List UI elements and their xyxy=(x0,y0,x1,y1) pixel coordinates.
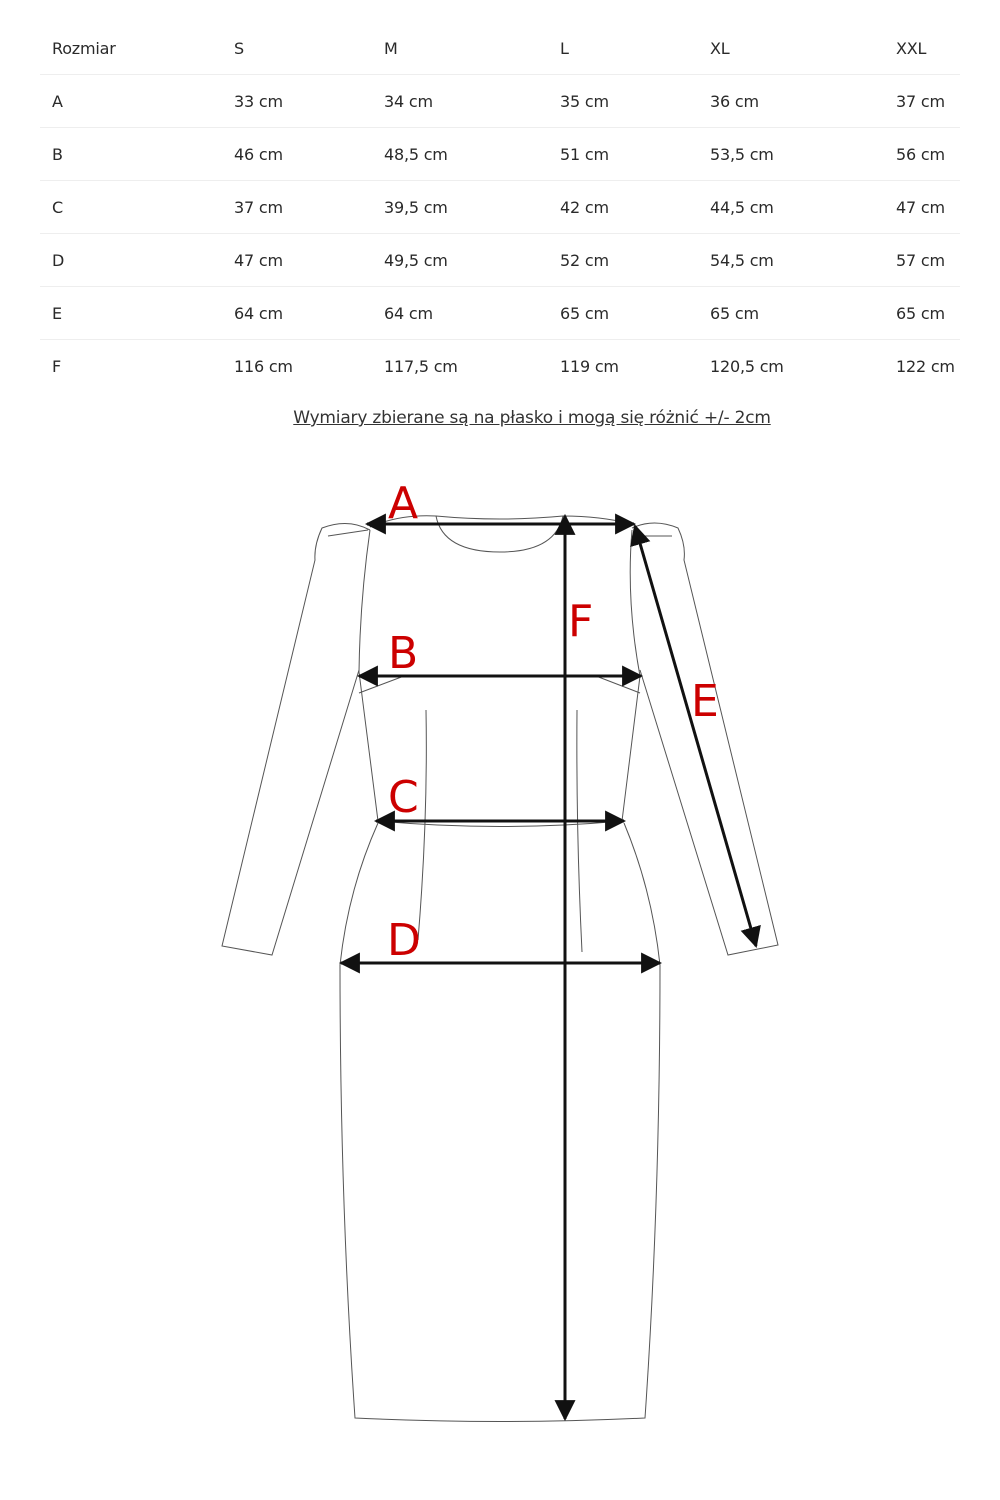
table-row xyxy=(40,75,960,128)
table-cell: 39,5 cm xyxy=(384,181,560,234)
row-label: E xyxy=(40,287,234,340)
table-cell: 47 cm xyxy=(896,181,960,234)
table-cell: 65 cm xyxy=(560,287,710,340)
header-cell: L xyxy=(560,22,710,75)
table-cell: 48,5 cm xyxy=(384,128,560,181)
table-cell: 49,5 cm xyxy=(384,234,560,287)
table-row xyxy=(40,234,960,287)
label-a: A xyxy=(388,478,419,529)
table-cell: 65 cm xyxy=(710,287,896,340)
table-row xyxy=(40,340,960,393)
table-cell: 47 cm xyxy=(234,234,384,287)
label-b: B xyxy=(388,628,419,679)
table-cell: 53,5 cm xyxy=(710,128,896,181)
table-cell: 33 cm xyxy=(234,75,384,128)
table-cell: 44,5 cm xyxy=(710,181,896,234)
dress-measurement-diagram xyxy=(0,440,1000,1500)
table-cell: 64 cm xyxy=(234,287,384,340)
label-d: D xyxy=(387,915,421,966)
table-row xyxy=(40,287,960,340)
table-cell: 46 cm xyxy=(234,128,384,181)
measurement-note: Wymiary zbierane są na płasko i mogą się różnić +/- 2cm xyxy=(293,408,771,428)
table-cell: 54,5 cm xyxy=(710,234,896,287)
header-cell: XXL xyxy=(896,22,960,75)
table-cell: 36 cm xyxy=(710,75,896,128)
table-row xyxy=(40,128,960,181)
dress-outline xyxy=(222,516,778,1422)
arrow-e xyxy=(635,526,756,946)
table-cell: 65 cm xyxy=(896,287,960,340)
table-cell: 37 cm xyxy=(234,181,384,234)
table-cell: 117,5 cm xyxy=(384,356,458,376)
row-label: D xyxy=(40,234,234,287)
row-label: B xyxy=(40,128,234,181)
table-cell: 37 cm xyxy=(896,75,960,128)
header-cell: M xyxy=(384,22,560,75)
table-cell: 122 cm xyxy=(896,356,955,376)
table-cell: 42 cm xyxy=(560,181,710,234)
header-cell: S xyxy=(234,22,384,75)
table-header-row xyxy=(40,22,960,75)
header-cell: Rozmiar xyxy=(40,22,234,75)
header-cell: XL xyxy=(710,22,896,75)
table-cell: 64 cm xyxy=(384,287,560,340)
table-cell: 52 cm xyxy=(560,234,710,287)
table-cell: 34 cm xyxy=(384,75,560,128)
row-label: C xyxy=(40,181,234,234)
table-cell: 56 cm xyxy=(896,128,960,181)
table-cell: 116 cm xyxy=(234,356,293,376)
label-f: F xyxy=(568,596,594,647)
table-cell: 57 cm xyxy=(896,234,960,287)
table-cell: 51 cm xyxy=(560,128,710,181)
table-cell: 35 cm xyxy=(560,75,710,128)
label-e: E xyxy=(691,676,719,727)
table-row xyxy=(40,181,960,234)
size-table xyxy=(40,22,960,392)
measurement-labels xyxy=(387,478,719,966)
row-label: A xyxy=(40,75,234,128)
label-c: C xyxy=(388,772,419,823)
table-cell: 120,5 cm xyxy=(710,356,784,376)
row-label: F xyxy=(52,356,62,376)
table-cell: 119 cm xyxy=(560,356,619,376)
